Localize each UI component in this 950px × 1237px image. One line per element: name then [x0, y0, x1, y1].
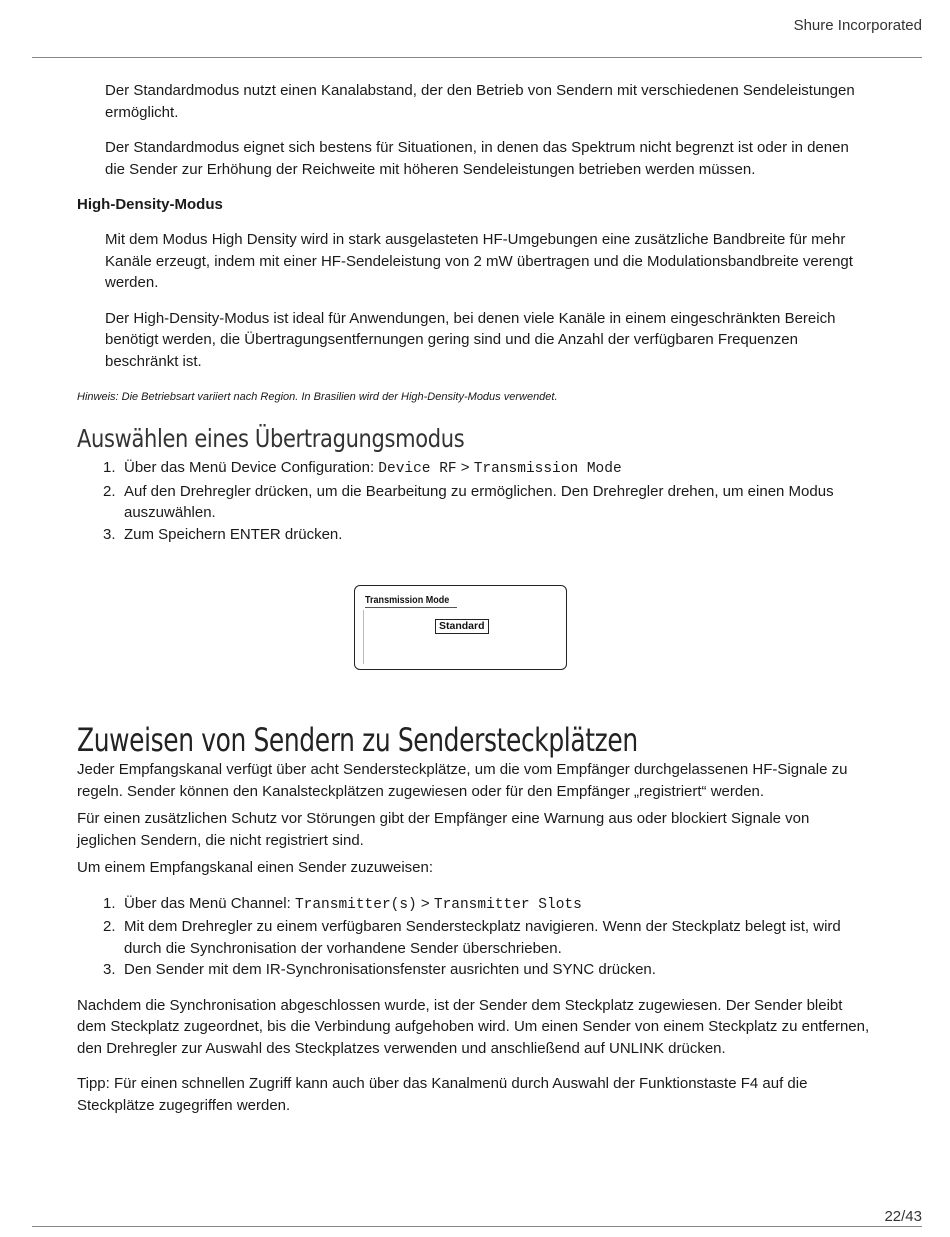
- select-mode-heading: Auswählen eines Übertragungsmodus: [77, 424, 465, 453]
- footer-rule: [32, 1226, 922, 1227]
- standard-paragraph-2: Der Standardmodus eignet sich bestens für Situationen, in denen das Spektrum nicht begrenzt ist oder in denen die Sender zur Erhöhung der Reichweite mit höheren Sendeleistungen betrieben werden müssen.: [105, 139, 849, 178]
- list-item: 3. Den Sender mit dem IR-Synchronisationsfenster ausrichten und SYNC drücken.: [103, 961, 656, 978]
- assign-paragraph-3: Um einem Empfangskanal einen Sender zuzuweisen:: [77, 859, 434, 876]
- header-company: Shure Incorporated: [793, 17, 922, 34]
- region-note: Hinweis: Die Betriebsart variiert nach Region. In Brasilien wird der High-Density-Modus verwendet.: [77, 391, 558, 403]
- assign-tip: Tipp: Für einen schnellen Zugriff kann auch über das Kanalmenü durch Auswahl der Funktionstaste F4 auf die Steckplätze zugegriffen werden.: [77, 1075, 808, 1114]
- screen-divider: [363, 610, 364, 664]
- screen-selected-value: Standard: [435, 619, 489, 634]
- high-density-heading: High-Density-Modus: [77, 196, 223, 213]
- screen-title: Transmission Mode: [365, 594, 450, 606]
- list-item: 1. Über das Menü Device Configuration: Device RF > Transmission Mode: [103, 459, 622, 477]
- high-density-paragraph-1: Mit dem Modus High Density wird in stark ausgelasteten HF-Umgebungen eine zusätzliche Bandbreite für mehr Kanäle erzeugt, indem mit einer HF-Sendeleistung von 2 mW übertragen und die Modulationsbandbreite verengt werden.: [105, 231, 853, 291]
- list-item: 2. Mit dem Drehregler zu einem verfügbaren Sendersteckplatz navigieren. Wenn der Steckplatz belegt ist, wird durch die Synchronisation der vorhandene Sender überschrieben.: [103, 918, 841, 957]
- select-mode-steps: [77, 457, 872, 545]
- standard-paragraph-1: Der Standardmodus nutzt einen Kanalabstand, der den Betrieb von Sendern mit verschiedenen Sendeleistungen ermöglicht.: [105, 82, 855, 121]
- assign-paragraph-1: Jeder Empfangskanal verfügt über acht Sendersteckplätze, um die vom Empfänger durchgelassenen HF-Signale zu regeln. Sender können den Kanalsteckplätzen zugewiesen oder für den Empfänger „registriert“ werden.: [77, 761, 848, 800]
- list-item: 2. Auf den Drehregler drücken, um die Bearbeitung zu ermöglichen. Den Drehregler drehen, um einen Modus auszuwählen.: [103, 482, 834, 521]
- header-rule: [32, 57, 922, 58]
- page-number: 22/43: [884, 1208, 922, 1225]
- high-density-paragraph-2: Der High-Density-Modus ist ideal für Anwendungen, bei denen viele Kanäle in einem eingeschränkten Bereich benötigt werden, die Übertragungsentfernungen gering sind und die Anzahl der verfügbaren Frequenzen beschränkt ist.: [105, 309, 836, 370]
- assign-paragraph-2: Für einen zusätzlichen Schutz vor Störungen gibt der Empfänger eine Warnung aus oder blockiert Signale von jeglichen Sendern, die nicht registriert sind.: [77, 810, 810, 849]
- screen-title-underline: [365, 607, 457, 608]
- device-lcd-screen: [354, 585, 567, 670]
- assign-steps: [77, 893, 872, 981]
- assign-paragraph-4: Nachdem die Synchronisation abgeschlossen wurde, ist der Sender dem Steckplatz zugewiesen. Der Sender bleibt dem Steckplatz zugeordnet, bis die Verbindung aufgehoben wird. Um einen Sender von einem Steckplatz zu entfernen, den Drehregler zur Auswahl des Steckplatzes verwenden und anschließend auf UNLINK drücken.: [77, 996, 870, 1057]
- page-content: [77, 80, 872, 1116]
- list-item: 3. Zum Speichern ENTER drücken.: [103, 525, 343, 543]
- assign-heading: Zuweisen von Sendern zu Sendersteckplätzen: [77, 721, 638, 759]
- list-item: 1. Über das Menü Channel: Transmitter(s) > Transmitter Slots: [103, 894, 582, 913]
- device-screen-figure: [77, 545, 872, 721]
